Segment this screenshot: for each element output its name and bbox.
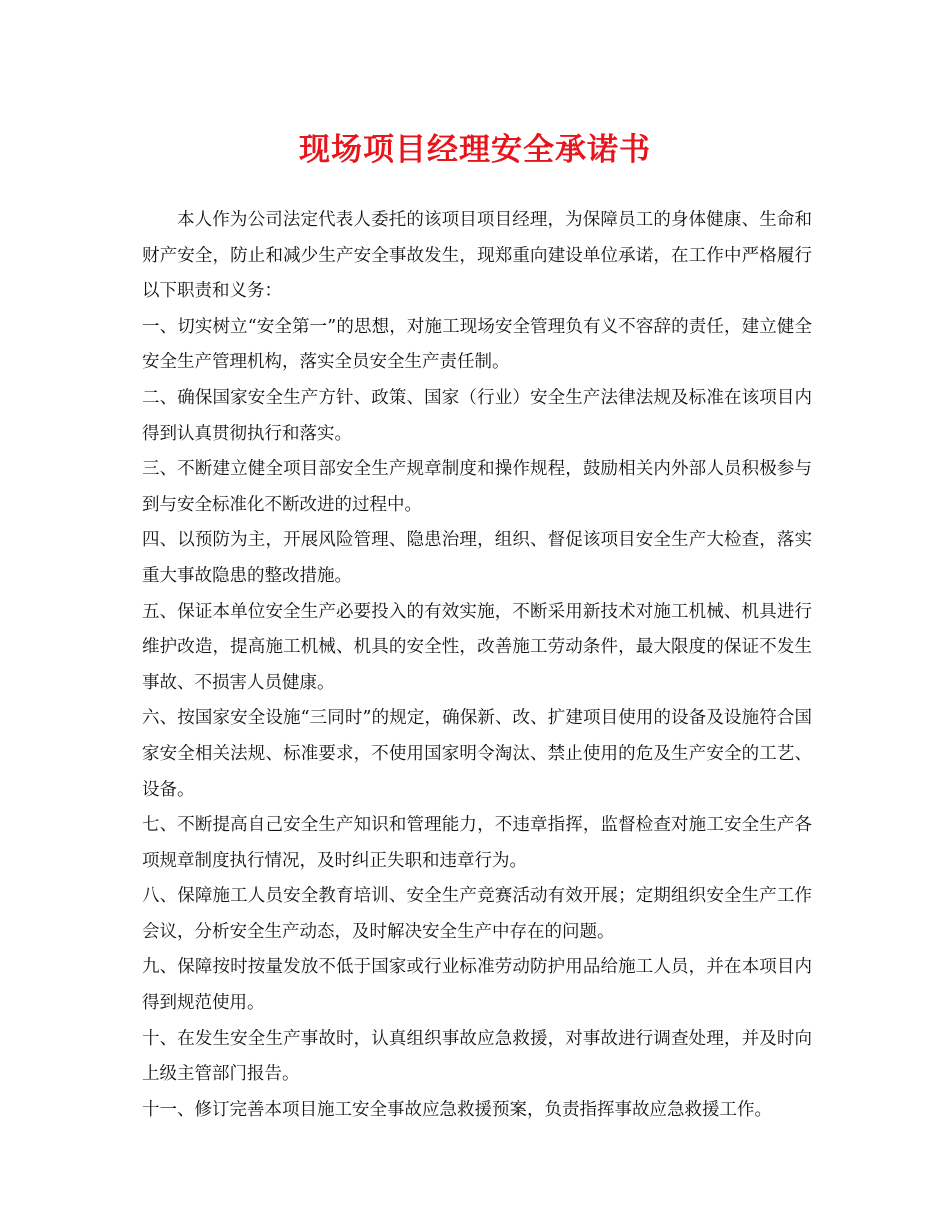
commitment-item-11: 十一、修订完善本项目施工安全事故应急救援预案，负责指挥事故应急救援工作。 — [142, 1099, 772, 1120]
commitment-item-6: 六、按国家安全设施“三同时”的规定，确保新、改、扩建项目使用的设备及设施符合国家安全相关法规、标准要求，不使用国家明令淘汰、禁止使用的危及生产安全的工艺、设备。 — [142, 708, 812, 800]
commitment-item-7: 七、不断提高自己安全生产知识和管理能力，不违章指挥，监督检查对施工安全生产各项规章制度执行情况，及时纠正失职和违章行为。 — [142, 815, 812, 871]
commitment-item-9: 九、保障按时按量发放不低于国家或行业标准劳动防护用品给施工人员，并在本项目内得到规范使用。 — [142, 957, 812, 1014]
intro-paragraph: 本人作为公司法定代表人委托的该项目项目经理，为保障员工的身体健康、生命和财产安全，防止和减少生产安全事故发生，现郑重向建设单位承诺，在工作中严格履行以下职责和义务： — [142, 210, 812, 302]
commitment-item-10: 十、在发生安全生产事故时，认真组织事故应急救援，对事故进行调查处理，并及时向上级主管部门报告。 — [142, 1028, 812, 1085]
commitment-item-8: 八、保障施工人员安全教育培训、安全生产竞赛活动有效开展；定期组织安全生产工作会议，分析安全生产动态，及时解决安全生产中存在的问题。 — [142, 886, 812, 942]
document-title: 现场项目经理安全承诺书 — [299, 132, 651, 168]
commitment-item-2: 二、确保国家安全生产方针、政策、国家（行业）安全生产法律法规及标准在该项目内得到认真贯彻执行和落实。 — [142, 387, 812, 444]
commitment-item-4: 四、以预防为主，开展风险管理、隐患治理，组织、督促该项目安全生产大检查，落实重大事故隐患的整改措施。 — [142, 530, 812, 586]
commitment-item-5: 五、保证本单位安全生产必要投入的有效实施，不断采用新技术对施工机械、机具进行维护改造，提高施工机械、机具的安全性，改善施工劳动条件，最大限度的保证不发生事故、不损害人员健康。 — [142, 601, 812, 693]
commitment-item-1: 一、切实树立“安全第一”的思想，对施工现场安全管理负有义不容辞的责任，建立健全安全生产管理机构，落实全员安全生产责任制。 — [142, 316, 812, 373]
document-body — [142, 203, 812, 1128]
commitment-item-3: 三、不断建立健全项目部安全生产规章制度和操作规程，鼓励相关内外部人员积极参与到与安全标准化不断改进的过程中。 — [142, 459, 812, 515]
